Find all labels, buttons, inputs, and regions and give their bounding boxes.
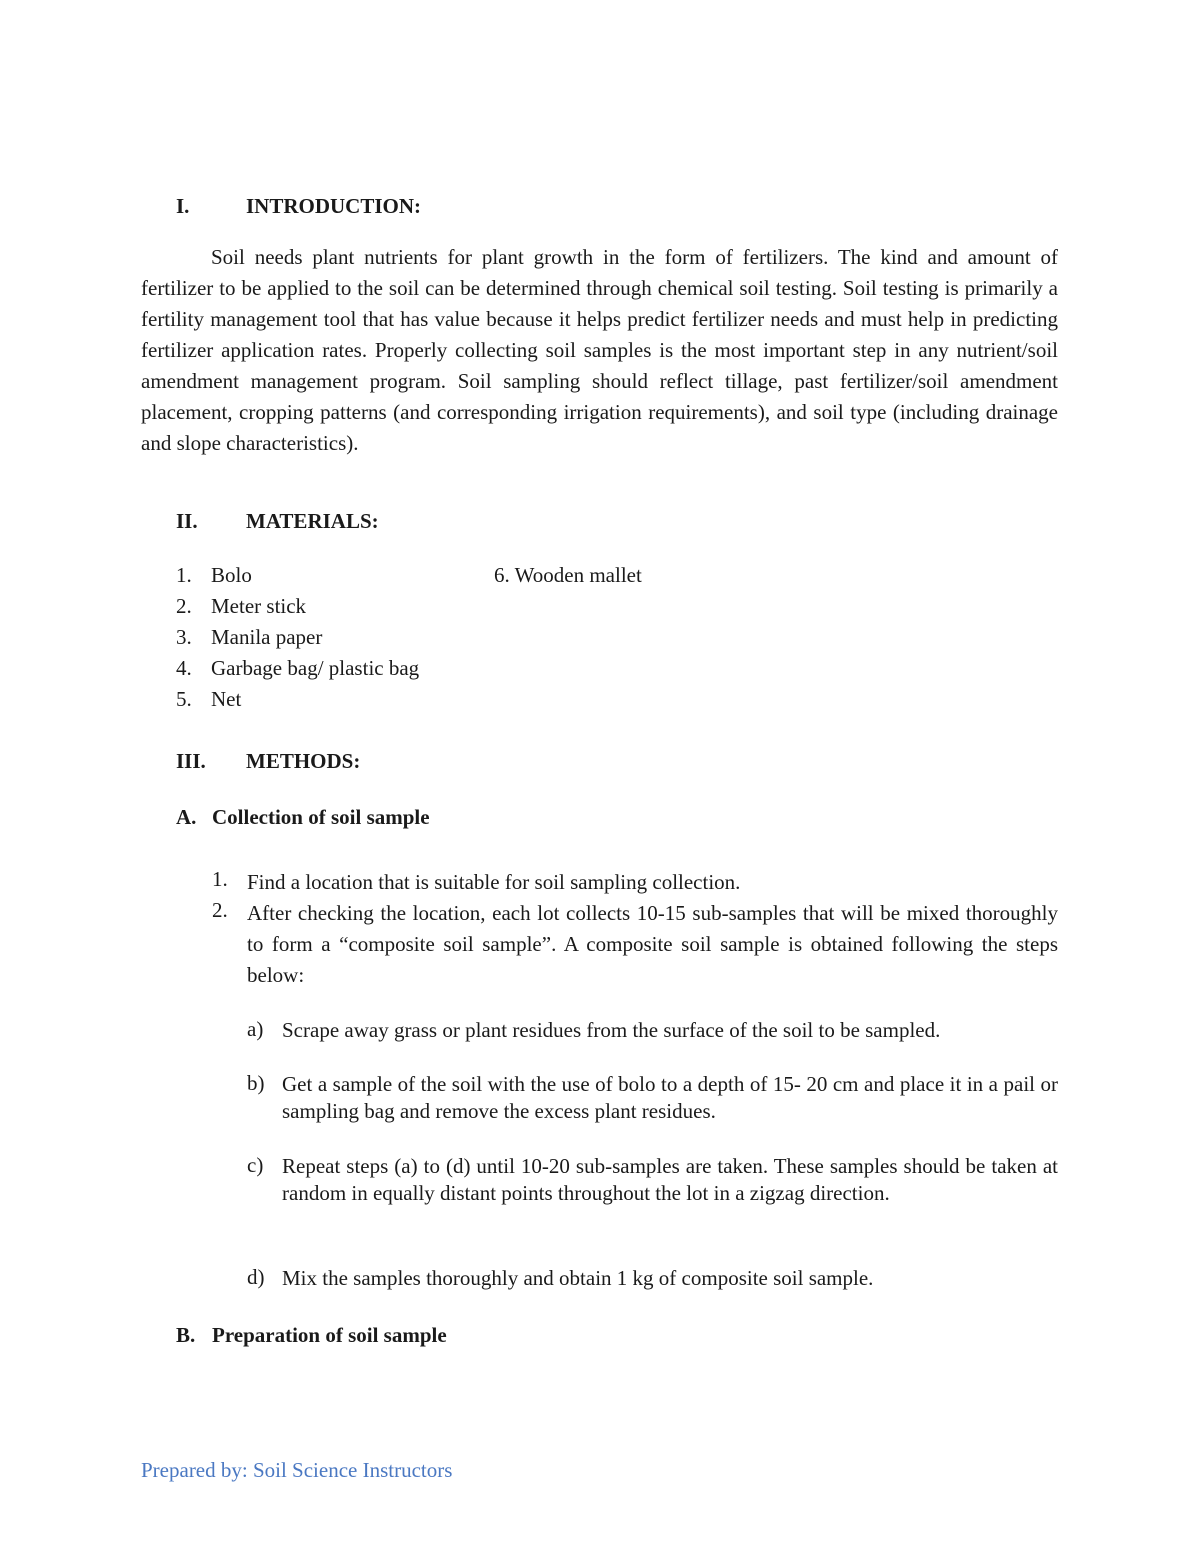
subsection-a-letter: A. [176, 805, 197, 829]
methods-section-title: METHODS: [246, 749, 361, 773]
step-text: Find a location that is suitable for soil sampling collection. [247, 870, 741, 894]
step-number: 1. [212, 867, 228, 891]
subsection-b-letter: B. [176, 1323, 196, 1347]
substep-label: a) [247, 1017, 264, 1041]
substep-text: Get a sample of the soil with the use of bolo to a depth of 15- 20 cm and place it in a pail or sampling bag and remove the excess plant residues. [282, 1072, 1058, 1123]
substep-label: c) [247, 1153, 264, 1177]
material-item: 6. Wooden mallet [494, 563, 642, 587]
intro-section-title: INTRODUCTION: [246, 194, 422, 218]
materials-section-title: MATERIALS: [246, 509, 379, 533]
intro-section-number: I. [176, 194, 190, 218]
substep-label: b) [247, 1071, 265, 1095]
footer-prepared-by: Prepared by: Soil Science Instructors [141, 1458, 453, 1482]
subsection-a-title: Collection of soil sample [212, 805, 430, 829]
step-text: After checking the location, each lot collects 10-15 sub-samples that will be mixed thoroughly to form a “composite soil sample”. A composite soil sample is obtained following the steps below: [247, 901, 1058, 987]
intro-paragraph [141, 242, 1058, 459]
intro-paragraph-text: Soil needs plant nutrients for plant growth in the form of fertilizers. The kind and amount of fertilizer to be applied to the soil can be determined through chemical soil testing. Soil testing is primarily a fertility management tool that has value because it helps predict fertilizer needs and must help in predicting fertilizer application rates. Properly collecting soil samples is the most important step in any nutrient/soil amendment management program. Soil sampling should reflect tillage, past fertilizer/soil amendment placement, cropping patterns (and corresponding irrigation requirements), and soil type (including drainage and slope characteristics). [141, 245, 1058, 455]
substep-text: Repeat steps (a) to (d) until 10-20 sub-samples are taken. These samples should be taken at random in equally distant points throughout the lot in a zigzag direction. [282, 1154, 1058, 1205]
methods-section-number: III. [176, 749, 206, 773]
subsection-b-title: Preparation of soil sample [212, 1323, 447, 1347]
substep-label: d) [247, 1265, 265, 1289]
materials-section-number: II. [176, 509, 198, 533]
substep-text: Scrape away grass or plant residues from the surface of the soil to be sampled. [282, 1018, 941, 1042]
step-number: 2. [212, 898, 228, 922]
substep-text: Mix the samples thoroughly and obtain 1 kg of composite soil sample. [282, 1266, 874, 1290]
